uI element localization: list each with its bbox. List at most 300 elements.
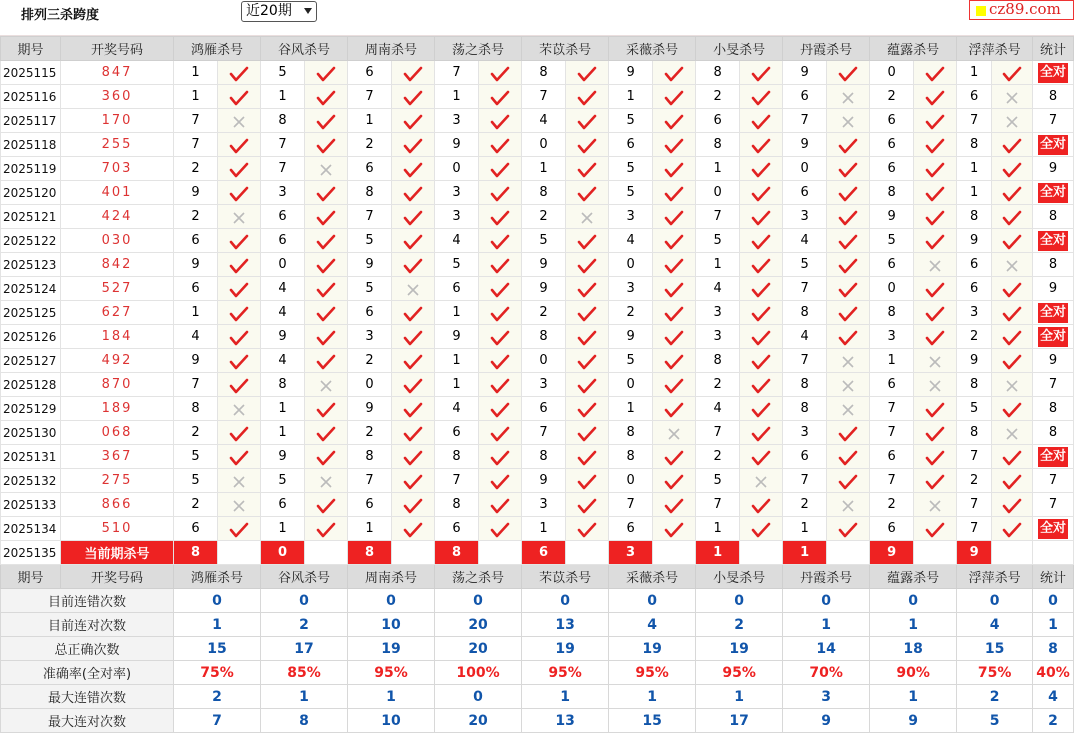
site-logo[interactable] — [969, 0, 1074, 20]
issue-cell: 2025123 — [1, 253, 61, 277]
kill-number-cell: 8 — [783, 397, 827, 421]
summary-value: 20 — [435, 613, 522, 637]
result-mark-cell — [914, 445, 957, 469]
kill-number-cell: 5 — [348, 229, 392, 253]
check-icon — [403, 114, 423, 130]
kill-number-cell: 7 — [696, 205, 740, 229]
check-icon — [229, 162, 249, 178]
kill-number-cell: 8 — [957, 133, 992, 157]
check-icon — [316, 138, 336, 154]
check-icon — [229, 426, 249, 442]
stat-cell — [1033, 61, 1074, 85]
kill-number-cell: 5 — [609, 181, 653, 205]
summary-row — [1, 685, 1074, 709]
check-icon — [925, 474, 945, 490]
summary-value: 1 — [870, 685, 957, 709]
check-icon — [838, 522, 858, 538]
kill-number-cell: 1 — [348, 109, 392, 133]
check-icon — [316, 66, 336, 82]
result-mark-cell — [479, 469, 522, 493]
cross-icon — [319, 379, 333, 393]
column-header: 谷风杀号 — [261, 37, 348, 61]
summary-value: 15 — [609, 709, 696, 733]
kill-number-cell: 6 — [870, 373, 914, 397]
kill-number-cell: 9 — [174, 181, 218, 205]
summary-value: 19 — [348, 637, 435, 661]
stat-cell — [1033, 445, 1074, 469]
check-icon — [838, 426, 858, 442]
kill-number-cell: 2 — [522, 301, 566, 325]
check-icon — [751, 234, 771, 250]
check-icon — [838, 306, 858, 322]
check-icon — [751, 426, 771, 442]
result-mark-cell — [566, 229, 609, 253]
result-mark-cell — [992, 421, 1033, 445]
empty-cell — [218, 541, 261, 565]
column-header: 开奖号码 — [61, 37, 174, 61]
kill-number-cell: 7 — [870, 421, 914, 445]
empty-cell — [740, 541, 783, 565]
column-header: 丹霞杀号 — [783, 37, 870, 61]
kill-number-cell: 1 — [783, 517, 827, 541]
header-row — [1, 565, 1074, 589]
kill-number-cell: 7 — [174, 133, 218, 157]
kill-number-cell: 7 — [261, 133, 305, 157]
check-icon — [751, 522, 771, 538]
draw-number-cell: 847 — [61, 61, 174, 85]
result-mark-cell — [218, 421, 261, 445]
result-mark-cell — [992, 517, 1033, 541]
check-icon — [403, 138, 423, 154]
check-icon — [316, 498, 336, 514]
kill-number-cell: 8 — [522, 61, 566, 85]
check-icon — [316, 330, 336, 346]
kill-number-cell: 1 — [435, 349, 479, 373]
column-header: 周南杀号 — [348, 37, 435, 61]
kill-number-cell: 7 — [783, 277, 827, 301]
result-mark-cell — [392, 445, 435, 469]
result-mark-cell — [827, 205, 870, 229]
result-mark-cell — [566, 61, 609, 85]
result-mark-cell — [305, 421, 348, 445]
kill-number-cell: 1 — [609, 85, 653, 109]
result-mark-cell — [740, 109, 783, 133]
result-mark-cell — [914, 61, 957, 85]
kill-number-cell: 9 — [609, 61, 653, 85]
summary-value: 8 — [1033, 637, 1074, 661]
result-mark-cell — [827, 517, 870, 541]
result-mark-cell — [740, 421, 783, 445]
kill-number-cell: 7 — [957, 445, 992, 469]
summary-label: 最大连错次数 — [1, 685, 174, 709]
stat-cell: 8 — [1033, 205, 1074, 229]
draw-number-cell: 275 — [61, 469, 174, 493]
summary-value: 0 — [522, 589, 609, 613]
check-icon — [1002, 450, 1022, 466]
kill-number-cell: 6 — [957, 85, 992, 109]
kill-number-cell: 4 — [609, 229, 653, 253]
draw-number-cell: 068 — [61, 421, 174, 445]
result-mark-cell — [305, 469, 348, 493]
check-icon — [838, 258, 858, 274]
draw-number-cell: 627 — [61, 301, 174, 325]
check-icon — [229, 258, 249, 274]
result-mark-cell — [479, 301, 522, 325]
cross-icon — [232, 475, 246, 489]
check-icon — [577, 378, 597, 394]
check-icon — [751, 186, 771, 202]
kill-number-cell: 6 — [522, 397, 566, 421]
table-row — [1, 253, 1074, 277]
kill-number-cell: 5 — [696, 229, 740, 253]
result-mark-cell — [653, 325, 696, 349]
result-mark-cell — [218, 325, 261, 349]
check-icon — [664, 402, 684, 418]
column-header: 鸿雁杀号 — [174, 37, 261, 61]
summary-row — [1, 661, 1074, 685]
kill-number-cell: 1 — [957, 157, 992, 181]
check-icon — [751, 498, 771, 514]
summary-value: 0 — [609, 589, 696, 613]
check-icon — [838, 210, 858, 226]
issue-cell: 2025119 — [1, 157, 61, 181]
result-mark-cell — [479, 253, 522, 277]
check-icon — [490, 426, 510, 442]
check-icon — [925, 210, 945, 226]
kill-number-cell: 0 — [348, 373, 392, 397]
summary-value: 2 — [696, 613, 783, 637]
kill-number-cell: 1 — [261, 85, 305, 109]
page-title: 排列三杀跨度 — [21, 8, 100, 23]
check-icon — [925, 522, 945, 538]
check-icon — [403, 426, 423, 442]
issue-cell: 2025116 — [1, 85, 61, 109]
issue-cell: 2025117 — [1, 109, 61, 133]
draw-number-cell: 170 — [61, 109, 174, 133]
column-header: 小旻杀号 — [696, 37, 783, 61]
check-icon — [577, 402, 597, 418]
check-icon — [490, 114, 510, 130]
summary-row — [1, 637, 1074, 661]
summary-value: 75% — [957, 661, 1033, 685]
kill-number-cell: 6 — [870, 445, 914, 469]
result-mark-cell — [914, 325, 957, 349]
stat-cell — [1033, 301, 1074, 325]
issue-cell: 2025132 — [1, 469, 61, 493]
draw-number-cell: 703 — [61, 157, 174, 181]
check-icon — [490, 450, 510, 466]
kill-number-cell: 5 — [348, 277, 392, 301]
period-select[interactable] — [241, 1, 317, 22]
kill-number-cell: 8 — [522, 445, 566, 469]
kill-number-cell: 8 — [957, 421, 992, 445]
result-mark-cell — [653, 205, 696, 229]
kill-number-cell: 9 — [957, 349, 992, 373]
result-mark-cell — [653, 301, 696, 325]
empty-cell — [827, 541, 870, 565]
check-icon — [403, 90, 423, 106]
kill-number-cell: 6 — [435, 421, 479, 445]
result-mark-cell — [653, 373, 696, 397]
header-row — [1, 37, 1074, 61]
draw-number-cell: 866 — [61, 493, 174, 517]
summary-value: 40% — [1033, 661, 1074, 685]
result-mark-cell — [479, 349, 522, 373]
result-mark-cell — [566, 349, 609, 373]
result-mark-cell — [827, 133, 870, 157]
summary-value: 19 — [609, 637, 696, 661]
summary-value: 19 — [696, 637, 783, 661]
summary-value: 4 — [609, 613, 696, 637]
result-mark-cell — [479, 277, 522, 301]
draw-number-cell: 360 — [61, 85, 174, 109]
check-icon — [925, 90, 945, 106]
check-icon — [838, 138, 858, 154]
check-icon — [403, 162, 423, 178]
kill-number-cell: 4 — [696, 397, 740, 421]
kill-number-cell: 2 — [348, 421, 392, 445]
cross-icon — [928, 259, 942, 273]
result-mark-cell — [392, 493, 435, 517]
result-mark-cell — [566, 301, 609, 325]
check-icon — [490, 498, 510, 514]
issue-cell: 2025115 — [1, 61, 61, 85]
check-icon — [229, 186, 249, 202]
kill-number-cell: 6 — [261, 229, 305, 253]
result-mark-cell — [479, 205, 522, 229]
kill-number-cell: 5 — [174, 445, 218, 469]
cross-icon — [928, 355, 942, 369]
kill-number-cell: 5 — [261, 61, 305, 85]
check-icon — [751, 330, 771, 346]
summary-value: 10 — [348, 709, 435, 733]
issue-cell: 2025134 — [1, 517, 61, 541]
cross-icon — [754, 475, 768, 489]
check-icon — [1002, 210, 1022, 226]
kill-number-cell: 7 — [783, 349, 827, 373]
check-icon — [577, 498, 597, 514]
result-mark-cell — [992, 373, 1033, 397]
check-icon — [664, 306, 684, 322]
result-mark-cell — [305, 181, 348, 205]
check-icon — [664, 138, 684, 154]
kill-number-cell: 1 — [522, 517, 566, 541]
table-row — [1, 325, 1074, 349]
kill-number-cell: 5 — [261, 469, 305, 493]
check-icon — [1002, 306, 1022, 322]
result-mark-cell — [653, 85, 696, 109]
kill-number-cell: 7 — [435, 61, 479, 85]
result-mark-cell — [914, 301, 957, 325]
result-mark-cell — [392, 325, 435, 349]
kill-number-cell: 2 — [696, 373, 740, 397]
table-row — [1, 109, 1074, 133]
current-kill-number: 0 — [261, 541, 305, 565]
check-icon — [490, 162, 510, 178]
kill-number-cell: 8 — [696, 133, 740, 157]
result-mark-cell — [479, 421, 522, 445]
summary-value: 15 — [174, 637, 261, 661]
kill-number-cell: 0 — [696, 181, 740, 205]
summary-value: 70% — [783, 661, 870, 685]
result-mark-cell — [914, 277, 957, 301]
result-mark-cell — [392, 373, 435, 397]
kill-number-cell: 9 — [261, 325, 305, 349]
result-mark-cell — [566, 373, 609, 397]
draw-number-cell: 255 — [61, 133, 174, 157]
issue-cell: 2025127 — [1, 349, 61, 373]
check-icon — [229, 306, 249, 322]
summary-value: 0 — [174, 589, 261, 613]
summary-value: 1 — [348, 685, 435, 709]
kill-number-cell: 6 — [870, 157, 914, 181]
column-header: 浮萍杀号 — [957, 565, 1033, 589]
table-row — [1, 373, 1074, 397]
result-mark-cell — [305, 205, 348, 229]
result-mark-cell — [566, 517, 609, 541]
kill-number-cell: 6 — [261, 493, 305, 517]
kill-number-cell: 1 — [261, 397, 305, 421]
result-mark-cell — [218, 349, 261, 373]
kill-number-cell: 7 — [957, 109, 992, 133]
result-mark-cell — [392, 229, 435, 253]
stat-cell: 8 — [1033, 397, 1074, 421]
stat-cell: 8 — [1033, 421, 1074, 445]
result-mark-cell — [827, 301, 870, 325]
all-correct-badge: 全对 — [1038, 447, 1068, 467]
result-mark-cell — [392, 61, 435, 85]
kill-number-cell: 3 — [696, 325, 740, 349]
kill-number-cell: 5 — [957, 397, 992, 421]
kill-number-cell: 1 — [522, 157, 566, 181]
result-mark-cell — [827, 109, 870, 133]
kill-number-cell: 3 — [435, 205, 479, 229]
current-kill-number: 1 — [696, 541, 740, 565]
issue-cell: 2025130 — [1, 421, 61, 445]
check-icon — [577, 450, 597, 466]
check-icon — [664, 378, 684, 394]
result-mark-cell — [392, 397, 435, 421]
check-icon — [490, 306, 510, 322]
summary-value: 9 — [870, 709, 957, 733]
result-mark-cell — [740, 277, 783, 301]
current-kill-number: 8 — [435, 541, 479, 565]
kill-number-cell: 7 — [957, 493, 992, 517]
check-icon — [577, 354, 597, 370]
check-icon — [751, 378, 771, 394]
period-select-value: 近20期 — [246, 3, 292, 19]
check-icon — [1002, 162, 1022, 178]
result-mark-cell — [479, 445, 522, 469]
check-icon — [577, 330, 597, 346]
summary-value: 90% — [870, 661, 957, 685]
kill-number-cell: 0 — [522, 133, 566, 157]
cross-icon — [841, 403, 855, 417]
result-mark-cell — [827, 85, 870, 109]
kill-number-cell: 1 — [348, 517, 392, 541]
result-mark-cell — [827, 157, 870, 181]
result-mark-cell — [566, 493, 609, 517]
check-icon — [403, 330, 423, 346]
current-kill-number: 9 — [870, 541, 914, 565]
result-mark-cell — [392, 517, 435, 541]
kill-number-cell: 9 — [174, 253, 218, 277]
check-icon — [490, 234, 510, 250]
stat-cell — [1033, 133, 1074, 157]
kill-number-cell: 7 — [435, 469, 479, 493]
check-icon — [316, 210, 336, 226]
check-icon — [316, 282, 336, 298]
result-mark-cell — [827, 61, 870, 85]
result-mark-cell — [218, 517, 261, 541]
result-mark-cell — [566, 109, 609, 133]
summary-value: 9 — [783, 709, 870, 733]
check-icon — [490, 138, 510, 154]
check-icon — [751, 66, 771, 82]
kill-number-cell: 7 — [348, 205, 392, 229]
kill-number-cell: 1 — [870, 349, 914, 373]
kill-number-cell: 4 — [783, 229, 827, 253]
check-icon — [577, 186, 597, 202]
result-mark-cell — [653, 133, 696, 157]
result-mark-cell — [479, 109, 522, 133]
result-mark-cell — [305, 229, 348, 253]
column-header: 周南杀号 — [348, 565, 435, 589]
result-mark-cell — [218, 229, 261, 253]
draw-number-cell: 870 — [61, 373, 174, 397]
current-kill-number: 3 — [609, 541, 653, 565]
result-mark-cell — [305, 325, 348, 349]
kill-number-cell: 5 — [174, 469, 218, 493]
check-icon — [925, 450, 945, 466]
result-mark-cell — [992, 493, 1033, 517]
kill-number-cell: 9 — [522, 253, 566, 277]
result-mark-cell — [827, 421, 870, 445]
result-mark-cell — [218, 469, 261, 493]
check-icon — [403, 498, 423, 514]
summary-row — [1, 589, 1074, 613]
all-correct-badge: 全对 — [1038, 183, 1068, 203]
summary-value: 1 — [522, 685, 609, 709]
check-icon — [490, 330, 510, 346]
all-correct-badge: 全对 — [1038, 231, 1068, 251]
kill-number-cell: 4 — [261, 349, 305, 373]
cross-icon — [928, 379, 942, 393]
all-correct-badge: 全对 — [1038, 63, 1068, 83]
table-row — [1, 469, 1074, 493]
result-mark-cell — [914, 181, 957, 205]
check-icon — [490, 210, 510, 226]
result-mark-cell — [479, 181, 522, 205]
result-mark-cell — [392, 277, 435, 301]
kill-number-cell: 5 — [609, 349, 653, 373]
cross-icon — [1005, 91, 1019, 105]
result-mark-cell — [479, 397, 522, 421]
kill-number-cell: 6 — [609, 517, 653, 541]
column-header: 芣苡杀号 — [522, 37, 609, 61]
cross-icon — [1005, 115, 1019, 129]
check-icon — [229, 138, 249, 154]
cross-icon — [841, 499, 855, 513]
kill-number-cell: 2 — [783, 493, 827, 517]
result-mark-cell — [653, 61, 696, 85]
result-mark-cell — [740, 205, 783, 229]
result-mark-cell — [479, 61, 522, 85]
result-mark-cell — [992, 85, 1033, 109]
cross-icon — [841, 379, 855, 393]
result-mark-cell — [218, 157, 261, 181]
empty-cell — [305, 541, 348, 565]
